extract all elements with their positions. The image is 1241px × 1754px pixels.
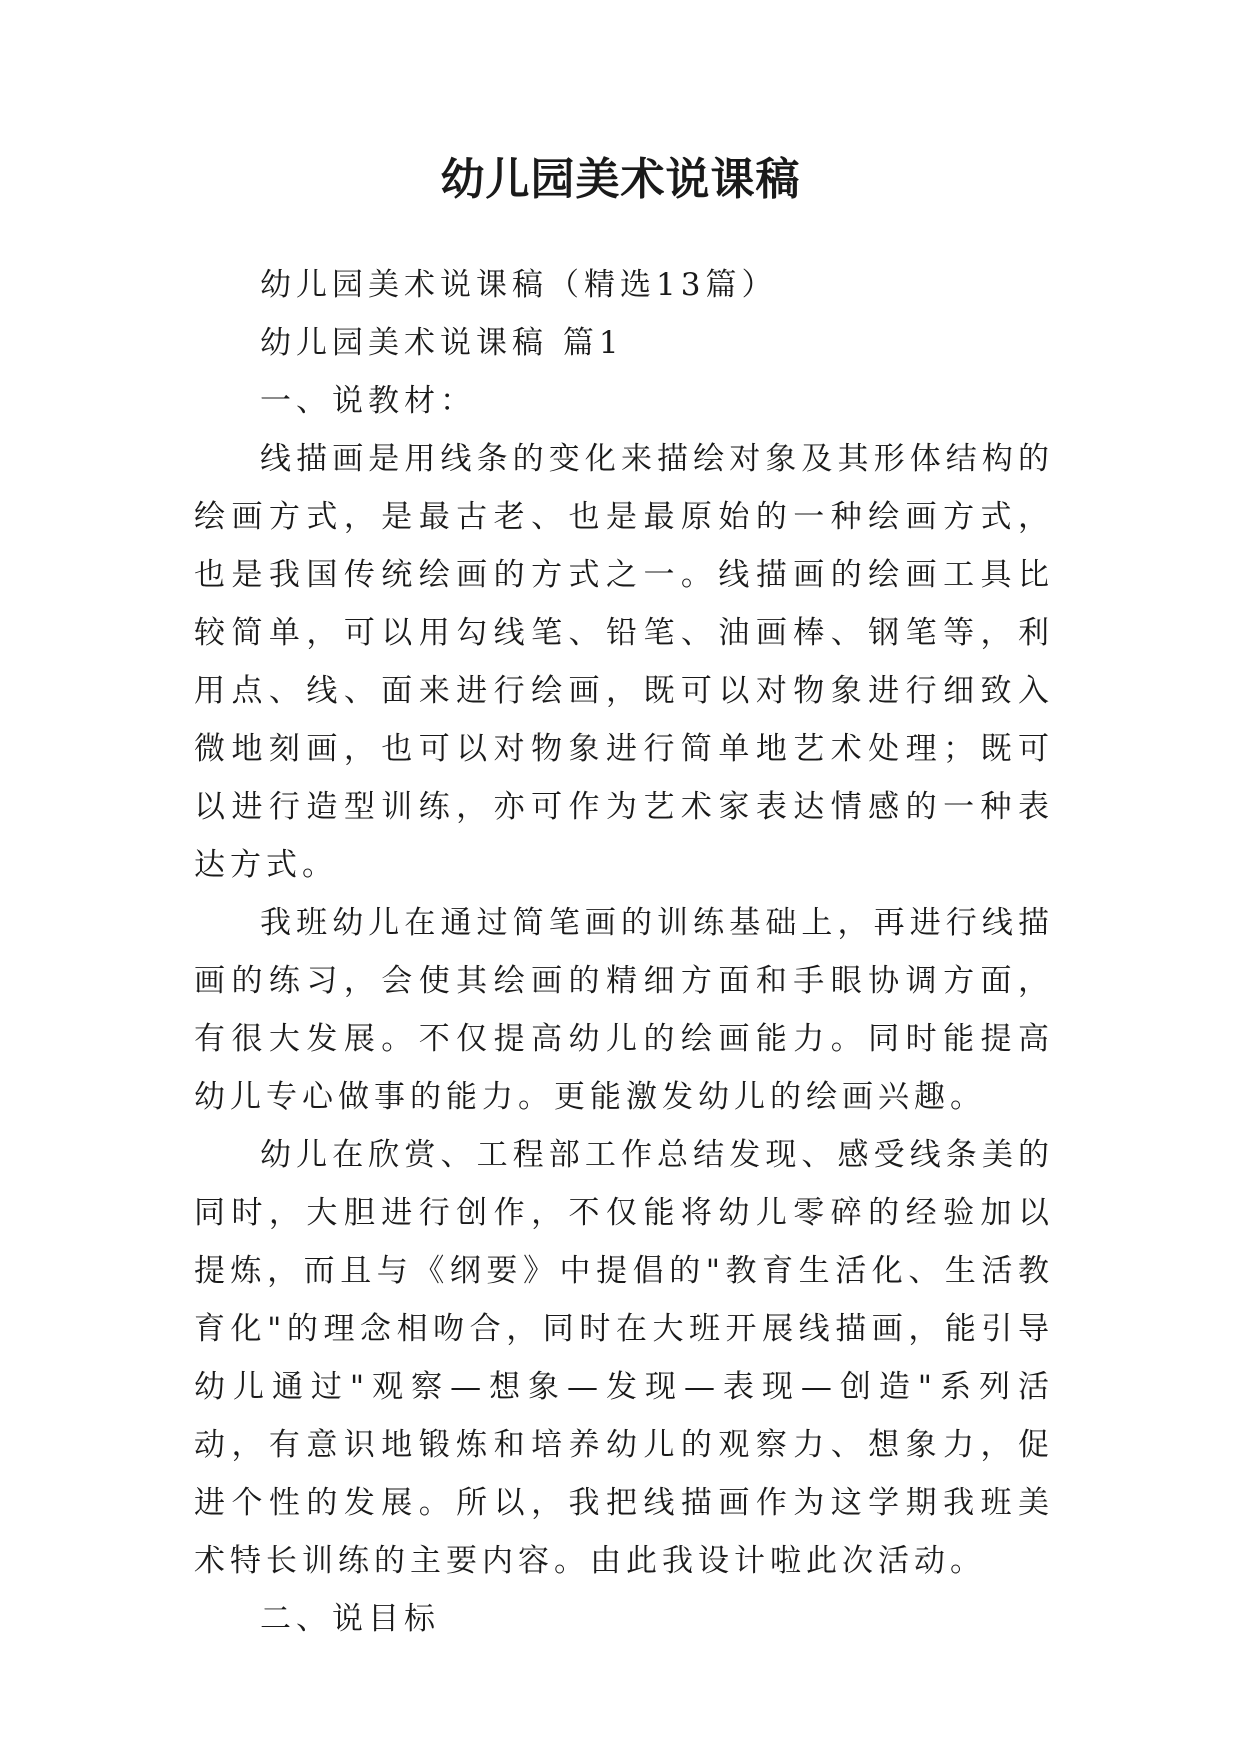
paragraph-article-heading: 幼儿园美术说课稿 篇1 <box>260 325 624 361</box>
paragraph-class-practice: 我班幼儿在通过简笔画的训练基础上，再进行线描画的练习，会使其绘画的精细方面和手眼协调方面，有很大发展。不仅提高幼儿的绘画能力。同时能提高幼儿专心做事的能力。更能激发幼儿的绘画兴趣。 <box>194 905 1054 1115</box>
document-title: 幼儿园美术说课稿 <box>440 154 801 205</box>
section-heading-materials: 一、说教材： <box>260 383 476 419</box>
section-heading-goals: 二、说目标 <box>260 1601 440 1637</box>
paragraph-appreciation: 幼儿在欣赏、工程部工作总结发现、感受线条美的同时，大胆进行创作，不仅能将幼儿零碎的经验加以提炼，而且与《纲要》中提倡的"教育生活化、生活教育化"的理念相吻合，同时在大班开展线描画，能引导幼儿通过"观察—想象—发现—表现—创造"系列活动，有意识地锻炼和培养幼儿的观察力、想象力，促进个性的发展。所以，我把线描画作为这学期我班美术特长训练的主要内容。由此我设计啦此次活动。 <box>194 1137 1054 1579</box>
paragraph-collection-title: 幼儿园美术说课稿（精选13篇） <box>260 267 778 303</box>
document-body <box>194 256 1054 1648</box>
paragraph-materials-intro: 线描画是用线条的变化来描绘对象及其形体结构的绘画方式，是最古老、也是最原始的一种绘画方式，也是我国传统绘画的方式之一。线描画的绘画工具比较简单，可以用勾线笔、铅笔、油画棒、钢笔等，利用点、线、面来进行绘画，既可以对物象进行细致入微地刻画，也可以对物象进行简单地艺术处理；既可以进行造型训练，亦可作为艺术家表达情感的一种表达方式。 <box>194 441 1054 883</box>
